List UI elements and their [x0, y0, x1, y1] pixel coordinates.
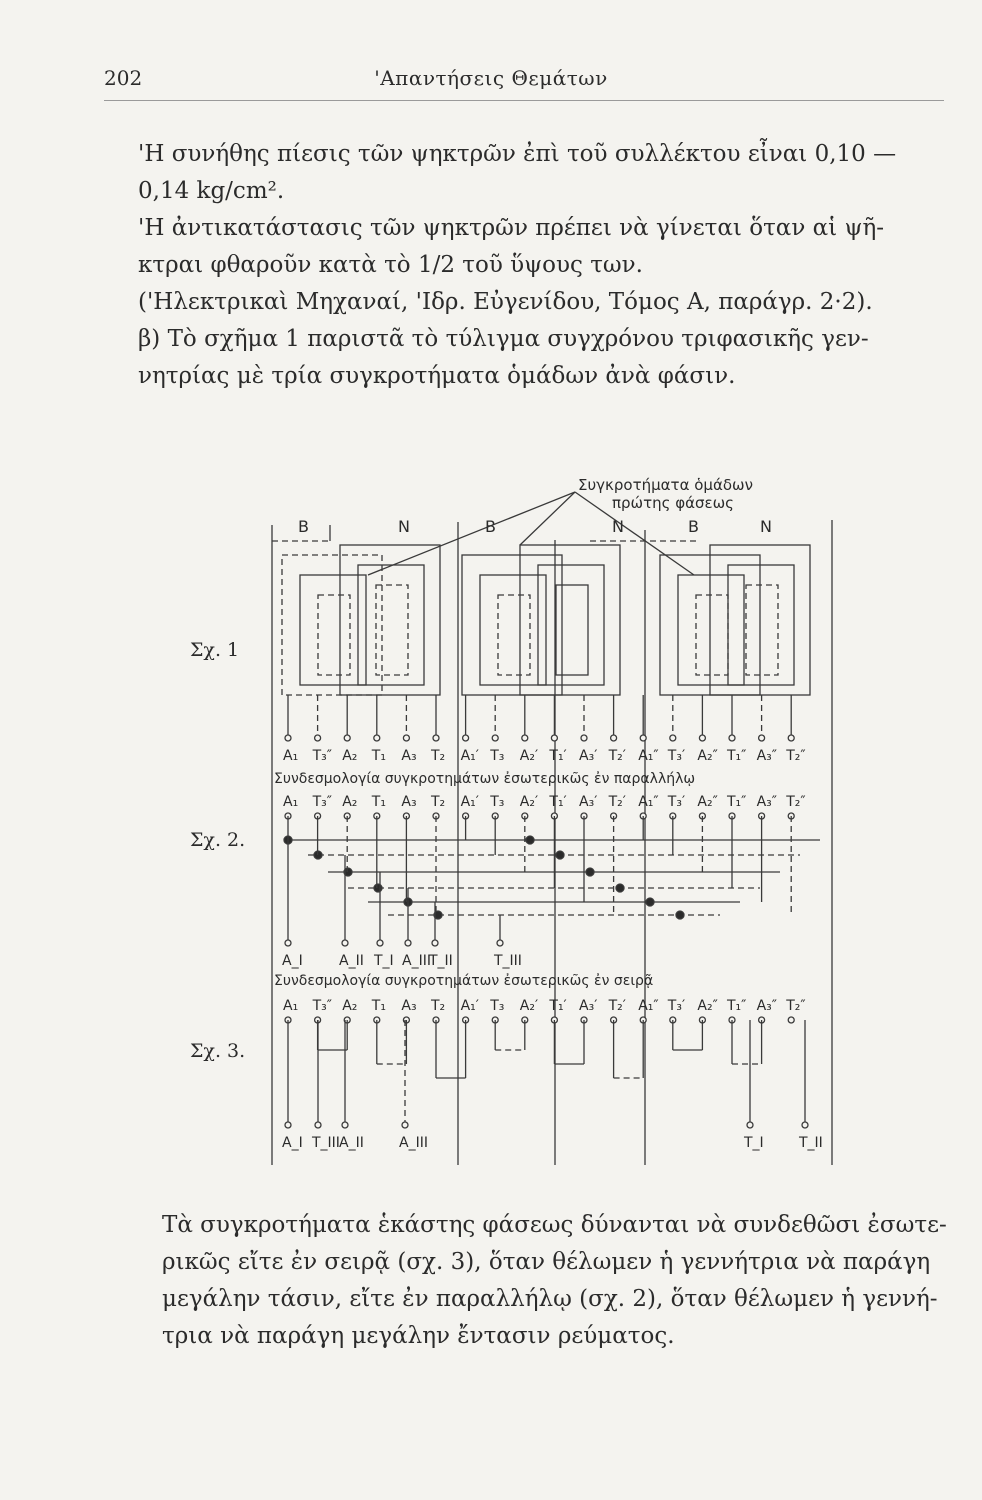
- output-node: [342, 1122, 348, 1128]
- terminal-label: T₁′: [549, 794, 567, 810]
- junction-dot: [676, 911, 684, 919]
- junction-dot: [556, 851, 564, 859]
- callout-arrow: [520, 492, 575, 545]
- terminal-label: T₃′: [667, 794, 686, 810]
- pole-label-N: N: [612, 517, 624, 536]
- terminal-label: A₂′: [519, 748, 539, 764]
- terminal-label: T₁″: [727, 998, 747, 1014]
- coil-outer: [340, 545, 440, 695]
- fig1-label: Σχ. 1: [190, 639, 240, 661]
- terminal-label: T₁″: [727, 748, 747, 764]
- coil-inner: [556, 585, 588, 675]
- output-label: A_I: [282, 1135, 303, 1151]
- terminal-label: A₁′: [460, 748, 479, 764]
- pole-label-B: B: [485, 517, 496, 536]
- terminal-label: A₁″: [638, 794, 659, 810]
- output-node: [315, 1122, 321, 1128]
- coil-middle: [480, 575, 546, 685]
- terminal-label: T₂′: [608, 998, 626, 1014]
- output-node: [377, 940, 383, 946]
- junction-dot: [646, 898, 654, 906]
- coil-middle: [728, 565, 794, 685]
- text-line: τρια νὰ παράγη μεγάλην ἔντασιν ρεύματος.: [162, 1323, 675, 1349]
- terminal-node: [492, 735, 498, 741]
- output-label: A_II: [339, 1135, 364, 1151]
- terminal-label: T₁′: [549, 998, 567, 1014]
- terminal-label: A₃″: [756, 998, 778, 1014]
- output-node: [802, 1122, 808, 1128]
- output-label: T_II: [429, 953, 453, 969]
- terminal-label: T₃′: [667, 998, 686, 1014]
- terminal-node: [522, 735, 528, 741]
- coil-middle: [678, 575, 744, 685]
- fig3-label: Σχ. 3.: [190, 1040, 246, 1062]
- terminal-node: [463, 735, 469, 741]
- output-label: T_I: [744, 1135, 764, 1151]
- terminal-label: A₃′: [579, 794, 598, 810]
- terminal-label: A₁′: [460, 794, 479, 810]
- terminal-label: T₁″: [727, 794, 747, 810]
- text-line: κτραι φθαροῦν κατὰ τὸ 1/2 τοῦ ὕψους των.: [138, 252, 643, 278]
- lower-paragraph: [162, 1207, 962, 1355]
- coil-outer: [282, 555, 382, 695]
- terminal-label: A₂′: [519, 794, 539, 810]
- output-node: [402, 1122, 408, 1128]
- terminal-node: [374, 735, 380, 741]
- terminal-label: T₃′: [667, 748, 686, 764]
- terminal-node: [788, 1017, 794, 1023]
- terminal-label: T₂: [431, 998, 446, 1014]
- text-line: μεγάλην τάσιν, εἴτε ἐν παραλλήλῳ (σχ. 2), ὅταν θέλωμεν ἡ γεννή-: [162, 1286, 938, 1312]
- callout-line2: πρώτης φάσεως: [612, 494, 734, 512]
- terminal-label: T₂″: [786, 998, 806, 1014]
- running-title: 'Απαντήσεις Θεμάτων: [374, 66, 608, 90]
- terminal-node: [611, 735, 617, 741]
- terminal-node: [551, 735, 557, 741]
- output-label: A_I: [282, 953, 303, 969]
- page-number: 202: [104, 66, 143, 90]
- text-line: 'Η συνήθης πίεσις τῶν ψηκτρῶν ἐπὶ τοῦ συλλέκτου εἶναι 0,10 —: [138, 141, 897, 167]
- terminal-label: A₂: [342, 748, 358, 764]
- terminal-label: A₂′: [519, 998, 539, 1014]
- terminal-label: T₂″: [786, 748, 806, 764]
- output-node: [405, 940, 411, 946]
- coil-inner: [746, 585, 778, 675]
- terminal-node: [670, 735, 676, 741]
- parallel-caption: Συνδεσμολογία συγκροτημάτων ἐσωτερικῶς ἐν παραλλήλῳ: [274, 771, 696, 787]
- terminal-label: A₃″: [756, 748, 778, 764]
- output-label: T_II: [799, 1135, 823, 1151]
- output-label: T_III: [494, 953, 522, 969]
- terminal-label: A₃: [401, 794, 417, 810]
- output-node: [497, 940, 503, 946]
- coil-middle: [300, 575, 366, 685]
- output-node: [285, 1122, 291, 1128]
- coil-outer: [520, 545, 620, 695]
- pole-label-N: N: [398, 517, 410, 536]
- terminal-label: A₃′: [579, 998, 598, 1014]
- terminal-node: [315, 735, 321, 741]
- text-line: νητρίας μὲ τρία συγκροτήματα ὁμάδων ἀνὰ φάσιν.: [138, 363, 736, 389]
- terminal-label: T₃″: [312, 748, 333, 764]
- terminal-label: T₁: [371, 794, 386, 810]
- coil-middle: [358, 565, 424, 685]
- terminal-node: [729, 735, 735, 741]
- text-line: ρικῶς εἴτε ἐν σειρᾷ (σχ. 3), ὅταν θέλωμεν ἡ γεννήτρια νὰ παράγη: [162, 1249, 931, 1275]
- terminal-label: A₂″: [697, 794, 718, 810]
- terminal-node: [285, 735, 291, 741]
- pole-label-B: B: [298, 517, 309, 536]
- text-line: 'Η ἀντικατάστασις τῶν ψηκτρῶν πρέπει νὰ γίνεται ὅταν αἱ ψῆ-: [138, 215, 885, 241]
- terminal-label: A₂: [342, 998, 358, 1014]
- junction-dot: [526, 836, 534, 844]
- text-line: β) Τὸ σχῆμα 1 παριστᾶ τὸ τύλιγμα συγχρόνου τριφασικῆς γεν-: [138, 326, 869, 352]
- terminal-label: A₁″: [638, 998, 659, 1014]
- coil-inner: [318, 595, 350, 675]
- output-label: A_II: [339, 953, 364, 969]
- terminal-label: T₁: [371, 998, 386, 1014]
- terminal-label: T₃″: [312, 998, 333, 1014]
- series-caption: Συνδεσμολογία συγκροτημάτων ἐσωτερικῶς ἐν σειρᾷ: [274, 973, 654, 989]
- terminal-label: T₁: [371, 748, 386, 764]
- terminal-label: T₂″: [786, 794, 806, 810]
- fig2-label: Σχ. 2.: [190, 829, 246, 851]
- terminal-label: T₃: [490, 998, 505, 1014]
- output-label: T_III: [312, 1135, 340, 1151]
- terminal-label: T₂′: [608, 794, 626, 810]
- terminal-node: [640, 735, 646, 741]
- output-node: [285, 940, 291, 946]
- terminal-label: A₁: [283, 998, 299, 1014]
- output-node: [747, 1122, 753, 1128]
- terminal-label: A₁″: [638, 748, 659, 764]
- coil-inner: [498, 595, 530, 675]
- terminal-node: [433, 735, 439, 741]
- terminal-node: [759, 735, 765, 741]
- terminal-node: [581, 735, 587, 741]
- terminal-label: T₃: [490, 794, 505, 810]
- terminal-label: A₂″: [697, 748, 718, 764]
- terminal-label: A₃: [401, 998, 417, 1014]
- terminal-node: [699, 735, 705, 741]
- text-line: ('Ηλεκτρικαὶ Μηχαναί, 'Ιδρ. Εὐγενίδου, Τόμος Α, παράγρ. 2·2).: [138, 289, 873, 315]
- output-label: T_I: [374, 953, 394, 969]
- output-label: A_III: [402, 953, 431, 969]
- text-line: 0,14 kg/cm².: [138, 178, 285, 204]
- coil-outer: [462, 555, 562, 695]
- terminal-label: T₁′: [549, 748, 567, 764]
- coil-middle: [538, 565, 604, 685]
- terminal-label: A₂″: [697, 998, 718, 1014]
- terminal-label: A₁: [283, 794, 299, 810]
- terminal-label: A₂: [342, 794, 358, 810]
- terminal-label: A₁: [283, 748, 299, 764]
- junction-dot: [374, 884, 382, 892]
- pole-label-B: B: [688, 517, 699, 536]
- terminal-label: T₂′: [608, 748, 626, 764]
- terminal-label: T₂: [431, 748, 446, 764]
- text-line: Τὰ συγκροτήματα ἑκάστης φάσεως δύνανται νὰ συνδεθῶσι ἐσωτε-: [162, 1212, 947, 1238]
- terminal-label: A₁′: [460, 998, 479, 1014]
- junction-dot: [616, 884, 624, 892]
- coil-inner: [376, 585, 408, 675]
- terminal-label: A₃: [401, 748, 417, 764]
- junction-dot: [586, 868, 594, 876]
- output-node: [342, 940, 348, 946]
- output-node: [432, 940, 438, 946]
- terminal-node: [788, 735, 794, 741]
- terminal-node: [344, 735, 350, 741]
- callout-line1: Συγκροτήματα ὁμάδων: [578, 476, 753, 494]
- terminal-label: A₃″: [756, 794, 778, 810]
- terminal-label: T₃: [490, 748, 505, 764]
- terminal-node: [403, 735, 409, 741]
- coil-inner: [696, 595, 728, 675]
- terminal-label: T₃″: [312, 794, 333, 810]
- terminal-label: A₃′: [579, 748, 598, 764]
- output-label: A_III: [399, 1135, 428, 1151]
- terminal-label: T₂: [431, 794, 446, 810]
- pole-label-N: N: [760, 517, 772, 536]
